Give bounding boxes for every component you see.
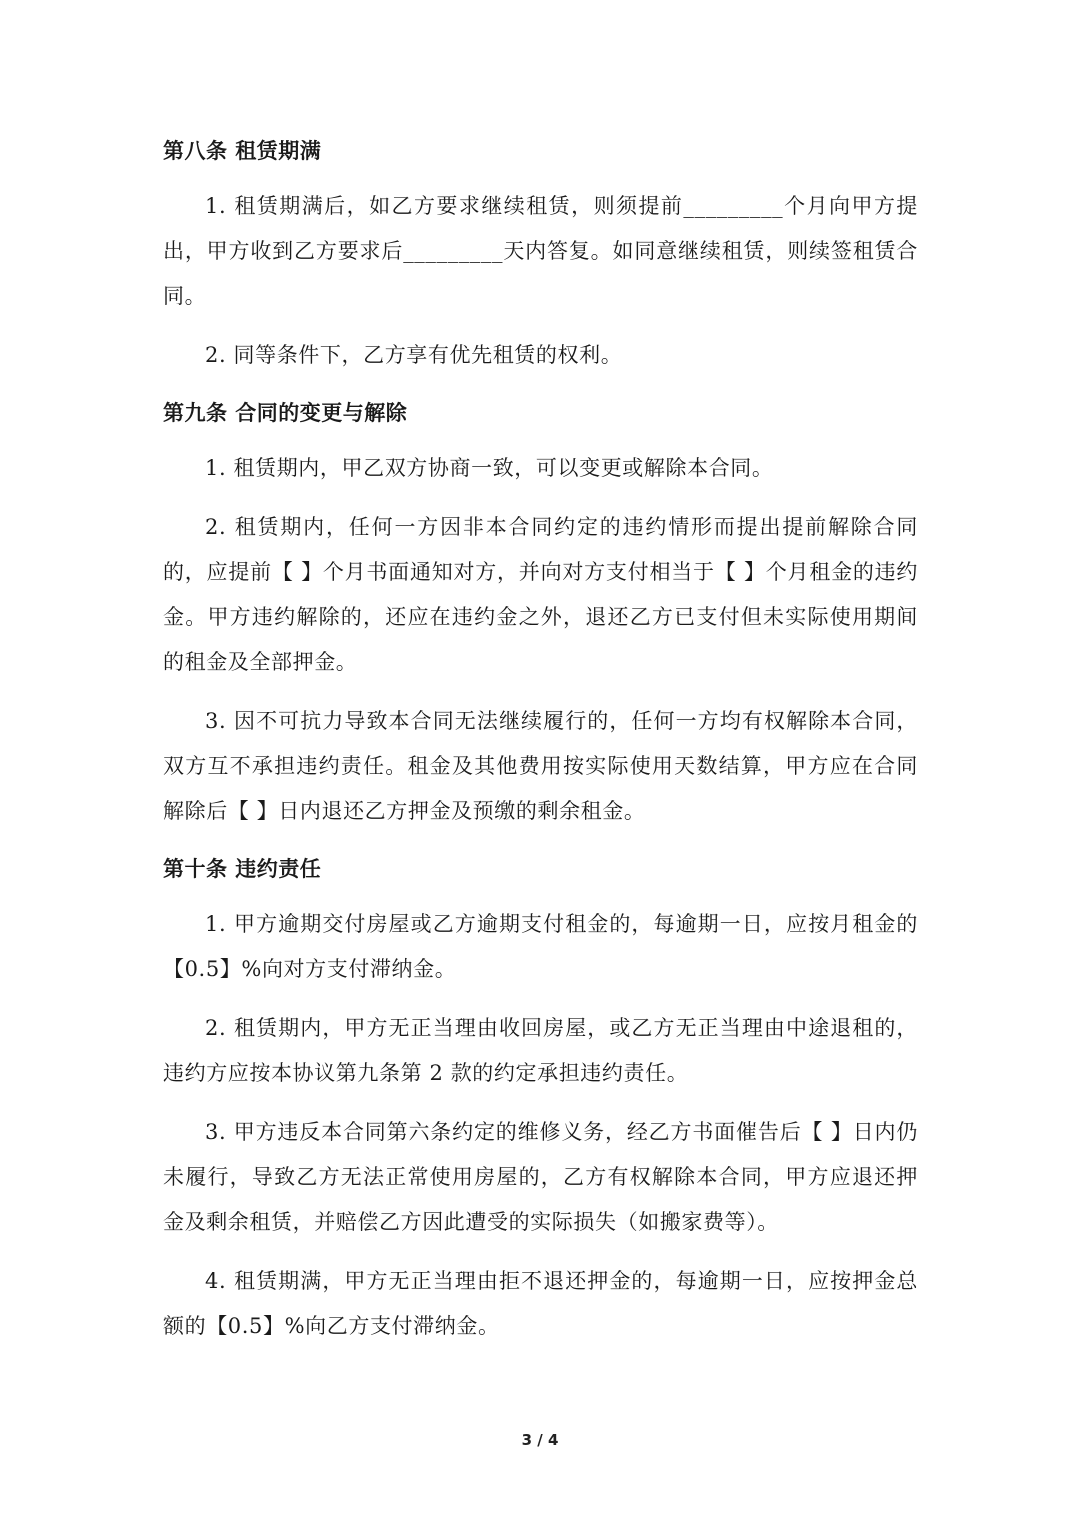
- paragraph: 1. 甲方逾期交付房屋或乙方逾期支付租金的，每逾期一日，应按月租金的【0.5】%向对方支付滞纳金。: [163, 912, 918, 981]
- section-article-8: [163, 128, 918, 378]
- paragraph: 3. 甲方违反本合同第六条约定的维修义务，经乙方书面催告后【 】日内仍未履行，导致乙方无法正常使用房屋的，乙方有权解除本合同，甲方应退还押金及剩余租赁，并赔偿乙方因此遭受的实际损失（如搬家费等）。: [163, 1120, 918, 1234]
- paragraph: 2. 租赁期内，任何一方因非本合同约定的违约情形而提出提前解除合同的，应提前【 】个月书面通知对方，并向对方支付相当于【 】个月租金的违约金。甲方违约解除的，还应在违约金之外，退还乙方已支付但未实际使用期间的租金及全部押金。: [163, 515, 918, 674]
- section-heading: 第九条 合同的变更与解除: [163, 401, 408, 425]
- paragraph: 2. 同等条件下，乙方享有优先租赁的权利。: [205, 343, 623, 367]
- section-heading: 第八条 租赁期满: [163, 139, 322, 163]
- section-article-10: [163, 846, 918, 1349]
- paragraph: 1. 租赁期内，甲乙双方协商一致，可以变更或解除本合同。: [205, 456, 774, 480]
- section-heading: 第十条 违约责任: [163, 857, 322, 881]
- page-number: 3 / 4: [521, 1431, 559, 1449]
- paragraph: 2. 租赁期内，甲方无正当理由收回房屋，或乙方无正当理由中途退租的，违约方应按本协议第九条第 2 款的约定承担违约责任。: [163, 1016, 918, 1085]
- paragraph: 3. 因不可抗力导致本合同无法继续履行的，任何一方均有权解除本合同，双方互不承担违约责任。租金及其他费用按实际使用天数结算，甲方应在合同解除后【 】日内退还乙方押金及预缴的剩余租金。: [163, 709, 918, 823]
- section-article-9: [163, 390, 918, 834]
- paragraph: 1. 租赁期满后，如乙方要求继续租赁，则须提前_________个月向甲方提出，甲方收到乙方要求后_________天内答复。如同意继续租赁，则续签租赁合同。: [163, 194, 918, 308]
- document-body: [163, 128, 918, 1361]
- paragraph: 4. 租赁期满，甲方无正当理由拒不退还押金的，每逾期一日，应按押金总额的【0.5】%向乙方支付滞纳金。: [163, 1269, 918, 1338]
